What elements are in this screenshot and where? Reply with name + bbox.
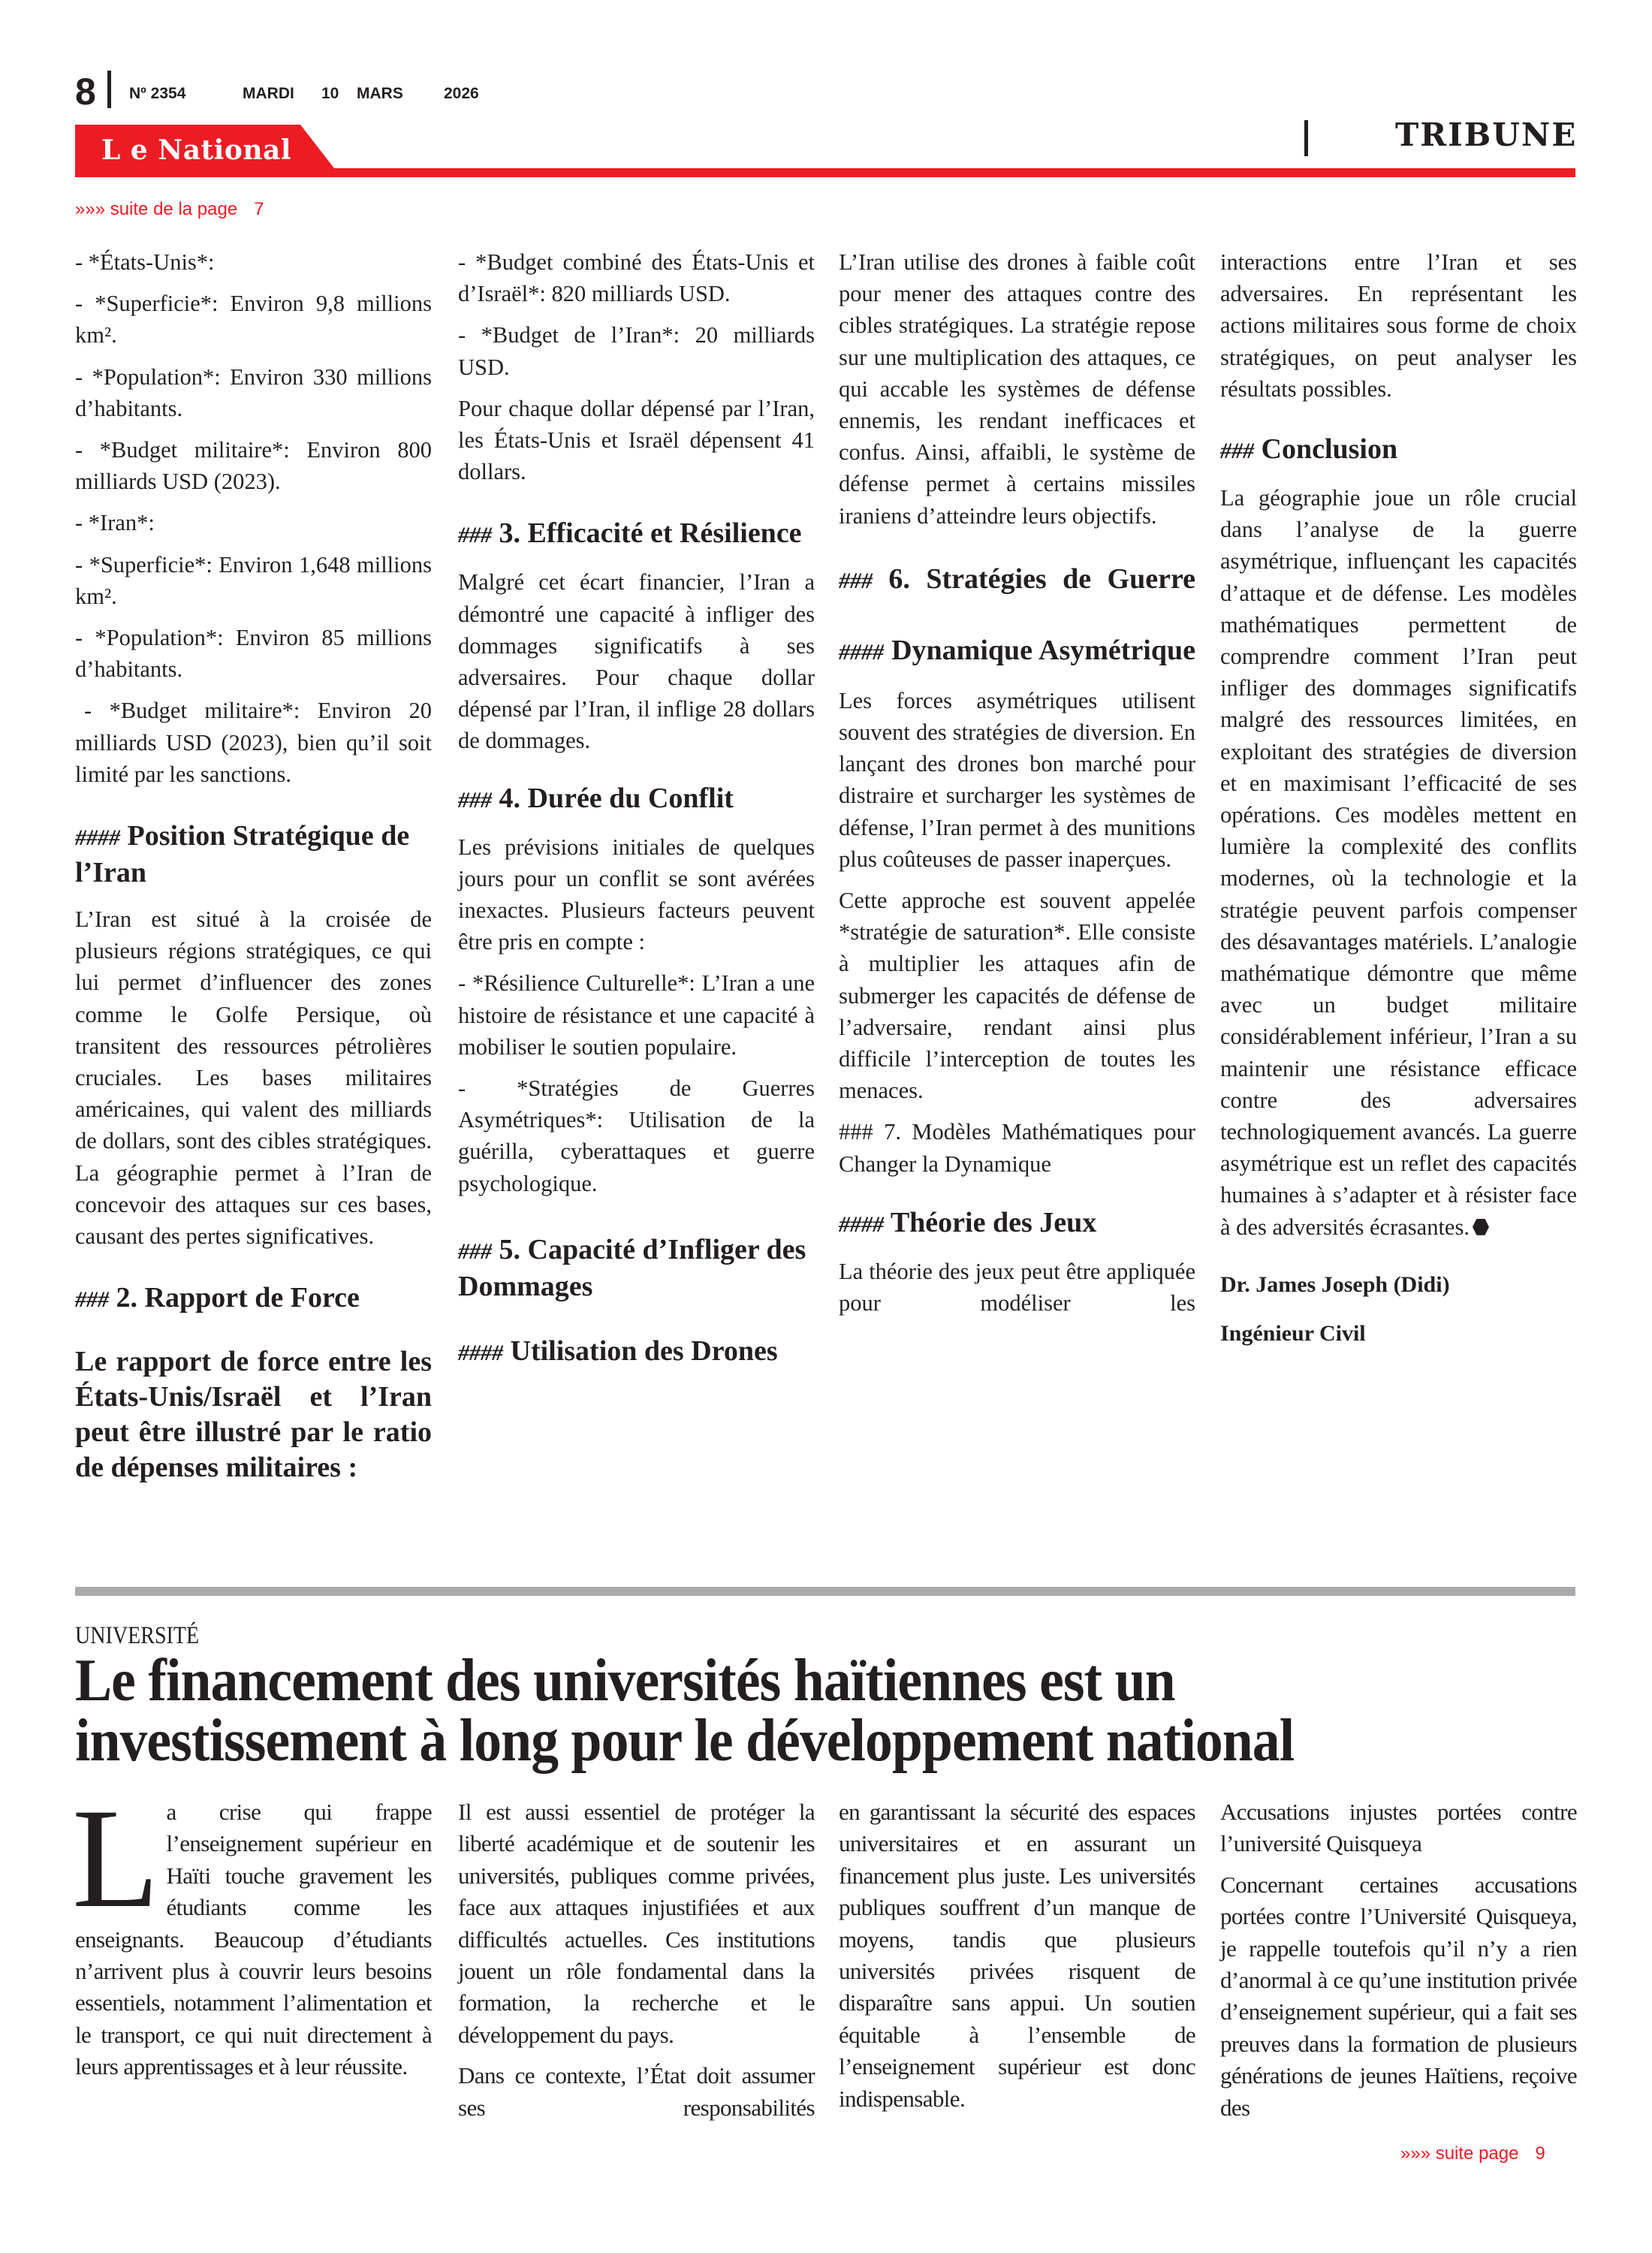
list-item: - *Budget militaire*: Environ 20 milliards USD (2023), bien qu’il soit limité par les sanctions. — [75, 698, 432, 787]
continued-to-label: »»» suite page — [1400, 2143, 1519, 2164]
heading-text: 5. Capacité d’Infliger des Dommages — [458, 1233, 806, 1302]
subheading-text: Utilisation des Drones — [510, 1335, 778, 1367]
markdown-hash: ### — [458, 523, 492, 548]
article2-column-1 — [72, 1780, 432, 2092]
issue-number: Nº 2354 — [129, 85, 186, 102]
heading-efficacite — [458, 516, 815, 553]
heading-rapport-de-force — [75, 1280, 432, 1317]
paragraph: Concernant certaines accusations portées contre l’Université Quisqueya, je rappelle toutefois qu’il n’y a rien d’anormal à ce qu’une institution privée d’enseignement supérieur, qui a fait ses preuves dans la formation de plusieurs générations de jeunes Haïtiens, reçoive des — [1220, 1871, 1577, 2121]
drop-cap: L — [72, 1780, 159, 1938]
continued-from-page: 7 — [254, 199, 264, 219]
subheading-theorie-jeux — [839, 1205, 1195, 1242]
paragraph: Les forces asymétriques utilisent souvent des stratégies de diversion. En lançant des drones bon marché pour distraire et surcharger les systèmes de défense, l’Iran permet à des munitions plus coûteuses de passer inaperçues. — [839, 687, 1195, 872]
subheading-text: Théorie des Jeux — [890, 1206, 1097, 1238]
list-item: - *Iran*: — [75, 510, 155, 536]
markdown-hash: #### — [839, 639, 884, 665]
paragraph: Les prévisions initiales de quelques jours pour un conflit se sont avérées inexactes. Plusieurs facteurs peuvent être pris en compte : — [458, 834, 815, 955]
heading-conclusion — [1220, 432, 1577, 469]
section-divider-rule — [75, 1587, 1575, 1596]
markdown-hash: #### — [839, 1211, 884, 1237]
heading-text: 2. Rapport de Force — [116, 1282, 360, 1314]
issue-day: MARDI — [243, 85, 294, 102]
issue-date: 10 — [321, 85, 339, 102]
conclusion-text: La géographie joue un rôle crucial dans l’analyse de la guerre asymétrique, influençant les capacités d’attaque et de défense. Les modèles mathématiques permettent de comprendre comment l’Iran peut infliger des dommages significatifs malgré des ressources limitées, en exploitant des stratégies de diversion et en maximisant l’efficacité de ses opérations. Ces modèles mettent en lumière la complexité des conflits modernes, où la technologie et la stratégie peuvent parfois compenser des désavantages matériels. L’analogie mathématique démontre que même avec un budget militaire considérablement inférieur, l’Iran a su maintenir une résistance efficace contre des adversaires technologiquement avancés. La guerre asymétrique est un reflet des capacités humaines à s’adapter et à résister face à des adversités écrasantes. — [1220, 485, 1577, 1240]
markdown-hash: ### — [458, 787, 492, 813]
list-item: - *Budget combiné des États-Unis et d’Israël*: 820 milliards USD. — [458, 249, 815, 307]
subheading-accusations: Accusations injustes portées contre l’université Quisqueya — [1220, 1799, 1577, 1857]
paragraph: L’Iran est situé à la croisée de plusieurs régions stratégiques, ce qui lui permet d’influencer des zones comme le Golfe Persique, où transitent des ressources pétrolières cruciales. Les bases militaires américaines, qui valent des milliards de dollars, sont des cibles stratégiques. La géographie permet à l’Iran de concevoir des attaques sur ces bases, causant des pertes significatives. — [75, 906, 432, 1250]
paragraph: Malgré cet écart financier, l’Iran a démontré une capacité à infliger des dommages significatifs à ses adversaires. Pour chaque dollar dépensé par l’Iran, il inflige 28 dollars de dommages. — [458, 569, 815, 754]
paragraph: L’Iran utilise des drones à faible coût pour mener des attaques contre des cibles stratégiques. La stratégie repose sur une multiplication des attaques, ce qui accable les systèmes de défense ennemis, les rendant inefficaces et confus. Ainsi, affaibli, le système de défense permet à certains missiles iraniens d’atteindre leurs objectifs. — [839, 249, 1195, 529]
subheading-text: Position Stratégique de l’Iran — [75, 820, 410, 889]
list-item: - *États-Unis*: — [75, 249, 215, 275]
continued-from-link[interactable] — [75, 198, 264, 221]
continued-from-label: »»» suite de la page — [75, 199, 238, 219]
heading-text: 6. Stratégies de Guerre — [888, 562, 1196, 595]
paragraph: en garantissant la sécurité des espaces universitaires et en assurant un financement plus juste. Les universités publiques souffrent d’un manque de moyens, tandis que plusieurs universités privées risquent de disparaître sans appui. Un soutien équitable à l’ensemble de l’enseignement supérieur est donc indispensable. — [839, 1799, 1195, 2112]
paragraph-text: a crise qui frappe l’enseignement supérieur en Haïti touche gravement les étudiants comme les enseignants. Beaucoup d’étudiants n’arrivent plus à couvrir leurs besoins essentiels, notamment l’alimentation et le transport, ce qui nuit directement à leurs apprentissages et à leur réussite. — [75, 1799, 432, 2080]
headline-line-2: investissement à long pour le développement national — [75, 1708, 1295, 1774]
author-name: Dr. James Joseph (Didi) — [1220, 1271, 1450, 1297]
list-item: - *Population*: Environ 330 millions d’habitants. — [75, 363, 432, 421]
heading-text: 4. Durée du Conflit — [499, 782, 734, 814]
paragraph — [1220, 482, 1577, 1243]
markdown-hash: ### — [458, 1238, 492, 1264]
markdown-hash: ### — [1220, 439, 1254, 464]
headline-line-1: Le financement des universités haïtiennes est un — [75, 1648, 1175, 1714]
subheading-dynamique — [839, 633, 1195, 670]
markdown-hash: #### — [458, 1340, 503, 1365]
page-number-divider — [107, 71, 111, 108]
issue-month: MARS — [357, 85, 403, 102]
brand-logo: L e National — [101, 134, 292, 166]
section-divider — [1304, 120, 1308, 156]
article2-column-4 — [1220, 1796, 1577, 2133]
lead-paragraph: Le rapport de force entre les États-Unis/Israël et l’Iran peut être illustré par le ratio de dépenses militaires : — [75, 1346, 432, 1484]
article2-column-3 — [839, 1796, 1195, 2124]
markdown-hash: ### — [839, 568, 873, 593]
paragraph: Cette approche est souvent appelée *stratégie de saturation*. Elle consiste à multiplier les attaques afin de submerger les capacités de défense de l’adversaire, rendant ainsi plus difficile l’interception de toutes les menaces. — [839, 888, 1195, 1104]
subheading-text: Dynamique Asymétrique — [891, 634, 1195, 666]
subheading-position-strategique — [75, 819, 432, 890]
list-item: - *Résilience Culturelle*: L’Iran a une histoire de résistance et une capacité à mobiliser le soutien populaire. — [458, 970, 815, 1060]
article-column-3 — [839, 246, 1195, 1329]
heading-strategies — [839, 562, 1195, 599]
list-item: - *Superficie*: Environ 1,648 millions km². — [75, 551, 432, 609]
heading-duree — [458, 781, 815, 818]
paragraph: interactions entre l’Iran et ses adversaires. En représentant les actions militaires sous forme de choix stratégiques, on peut analyser les résultats possibles. — [1220, 249, 1577, 402]
heading-capacite — [458, 1232, 815, 1304]
paragraph: Pour chaque dollar dépensé par l’Iran, les États-Unis et Israël dépensent 41 dollars. — [458, 395, 815, 485]
subheading-drones — [458, 1334, 815, 1371]
paragraph: Dans ce contexte, l’État doit assumer ses responsabilités — [458, 2062, 815, 2121]
continued-to-page: 9 — [1535, 2143, 1545, 2164]
hexagon-end-mark-icon — [1473, 1219, 1489, 1235]
list-item: - *Superficie*: Environ 9,8 millions km². — [75, 291, 432, 348]
brand-banner — [75, 125, 1577, 177]
article-headline — [75, 1648, 1457, 1774]
article-column-2 — [458, 246, 815, 1371]
heading-modeles: ### 7. Modèles Mathématiques pour Changer la Dynamique — [839, 1119, 1195, 1177]
list-item: - *Stratégies de Guerres Asymétriques*: Utilisation de la guérilla, cyberattaques et guerre psychologique. — [458, 1075, 815, 1196]
markdown-hash: ### — [75, 1287, 109, 1313]
heading-text: Conclusion — [1261, 433, 1398, 466]
article2-column-2 — [458, 1796, 815, 2133]
list-item: - *Population*: Environ 85 millions d’habitants. — [75, 625, 432, 683]
author-title: Ingénieur Civil — [1220, 1320, 1366, 1346]
page-number: 8 — [75, 71, 96, 113]
heading-text: 3. Efficacité et Résilience — [499, 517, 802, 550]
continued-to-link[interactable] — [1400, 2143, 1545, 2165]
paragraph — [72, 1780, 432, 2083]
list-item: - *Budget militaire*: Environ 800 milliards USD (2023). — [75, 437, 432, 495]
section-title: TRIBUNE — [1395, 116, 1578, 153]
paragraph: Il est aussi essentiel de protéger la liberté académique et de soutenir les universités, publiques comme privées, face aux attaques injustifiées et aux difficultés actuelles. Ces institutions jouent un rôle fondamental dans la formation, la recherche et le développement du pays. — [458, 1799, 815, 2048]
markdown-hash: #### — [75, 825, 120, 851]
issue-year: 2026 — [444, 85, 479, 102]
paragraph: La théorie des jeux peut être appliquée pour modéliser les — [839, 1258, 1195, 1317]
article-column-1 — [75, 246, 432, 1495]
article-column-4 — [1220, 246, 1577, 1363]
article-kicker: UNIVERSITÉ — [75, 1622, 200, 1649]
list-item: - *Budget de l’Iran*: 20 milliards USD. — [458, 322, 815, 380]
